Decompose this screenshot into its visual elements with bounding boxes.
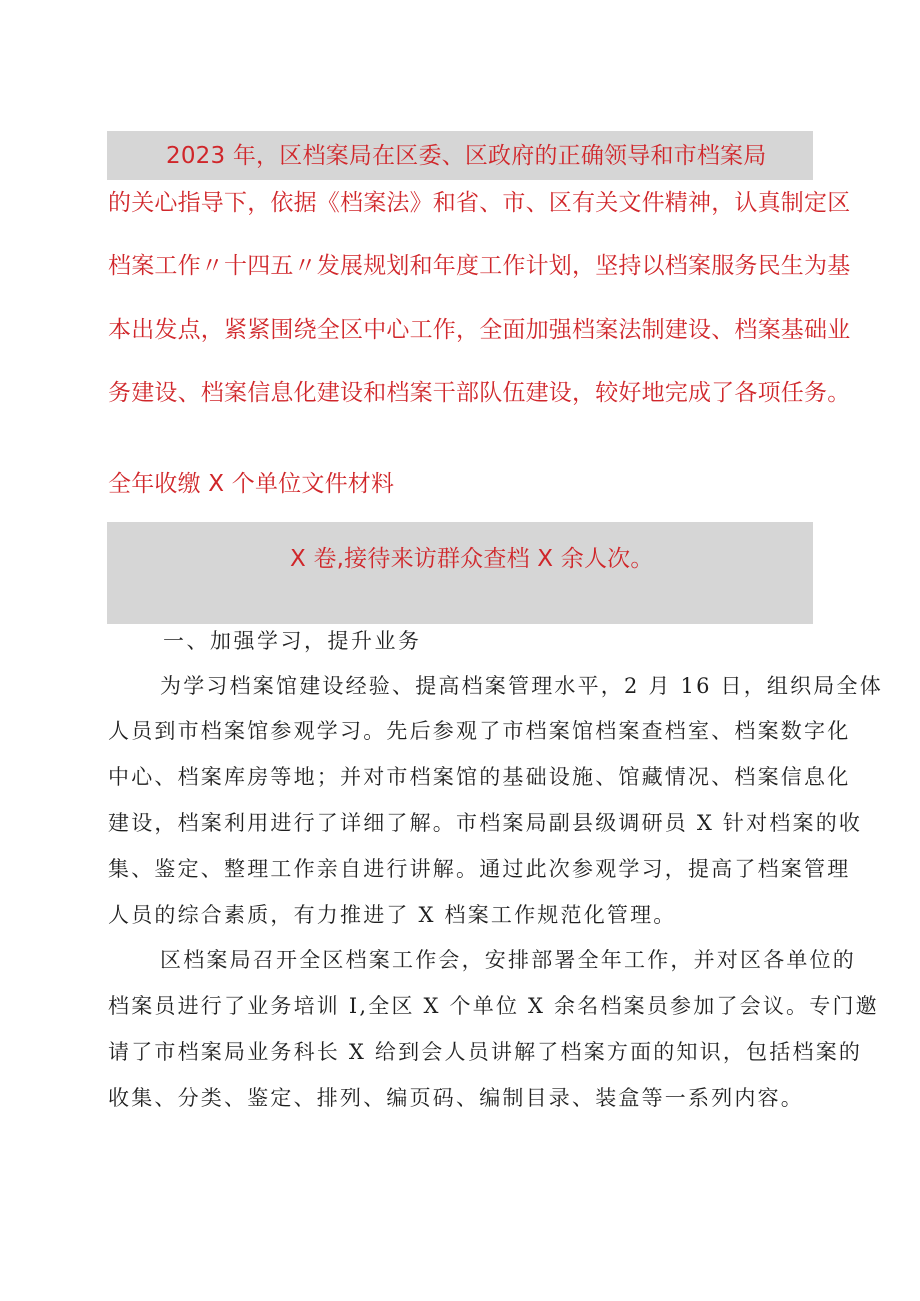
highlight-band-bottom xyxy=(107,522,813,624)
highlighted-line: 的关心指导下，依据《档案法》和省、市、区有关文件精神，认真制定区 xyxy=(108,190,851,216)
highlighted-line: X 卷,接待来访群众查档 X 余人次。 xyxy=(290,546,654,572)
highlighted-line: 全年收缴 X 个单位文件材料 xyxy=(108,471,395,497)
paragraph-1-line: 人员到市档案馆参观学习。先后参观了市档案馆档案查档室、档案数字化 xyxy=(108,719,851,743)
section-heading: 一、加强学习，提升业务 xyxy=(163,629,422,653)
highlighted-line: 务建设、档案信息化建设和档案干部队伍建设，较好地完成了各项任务。 xyxy=(108,380,851,406)
paragraph-2-line: 请了市档案局业务科长 X 给到会人员讲解了档案方面的知识，包括档案的 xyxy=(108,1040,863,1064)
paragraph-2-line: 收集、分类、鉴定、排列、编页码、编制目录、装盒等一系列内容。 xyxy=(108,1086,804,1110)
paragraph-2-line: 档案员进行了业务培训 I,全区 X 个单位 X 余名档案员参加了会议。专门邀 xyxy=(108,994,879,1018)
paragraph-1-line: 建设，档案利用进行了详细了解。市档案局副县级调研员 X 针对档案的收 xyxy=(108,811,863,835)
highlighted-line: 档案工作〃十四五〃发展规划和年度工作计划，坚持以档案服务民生为基 xyxy=(108,253,851,279)
paragraph-2-line: 区档案局召开全区档案工作会，安排部署全年工作，并对区各单位的 xyxy=(160,948,856,972)
paragraph-1-line: 中心、档案库房等地；并对市档案馆的基础设施、馆藏情况、档案信息化 xyxy=(108,765,851,789)
highlighted-line: 本出发点，紧紧围绕全区中心工作，全面加强档案法制建设、档案基础业 xyxy=(108,317,851,343)
paragraph-1-line: 人员的综合素质，有力推进了 X 档案工作规范化管理。 xyxy=(108,903,677,927)
paragraph-1-line: 为学习档案馆建设经验、提高档案管理水平，2 月 16 日，组织局全体 xyxy=(160,674,883,698)
highlighted-line: 2023 年，区档案局在区委、区政府的正确领导和市档案局 xyxy=(166,143,767,169)
paragraph-1-line: 集、鉴定、整理工作亲自进行讲解。通过此次参观学习，提高了档案管理 xyxy=(108,857,851,881)
